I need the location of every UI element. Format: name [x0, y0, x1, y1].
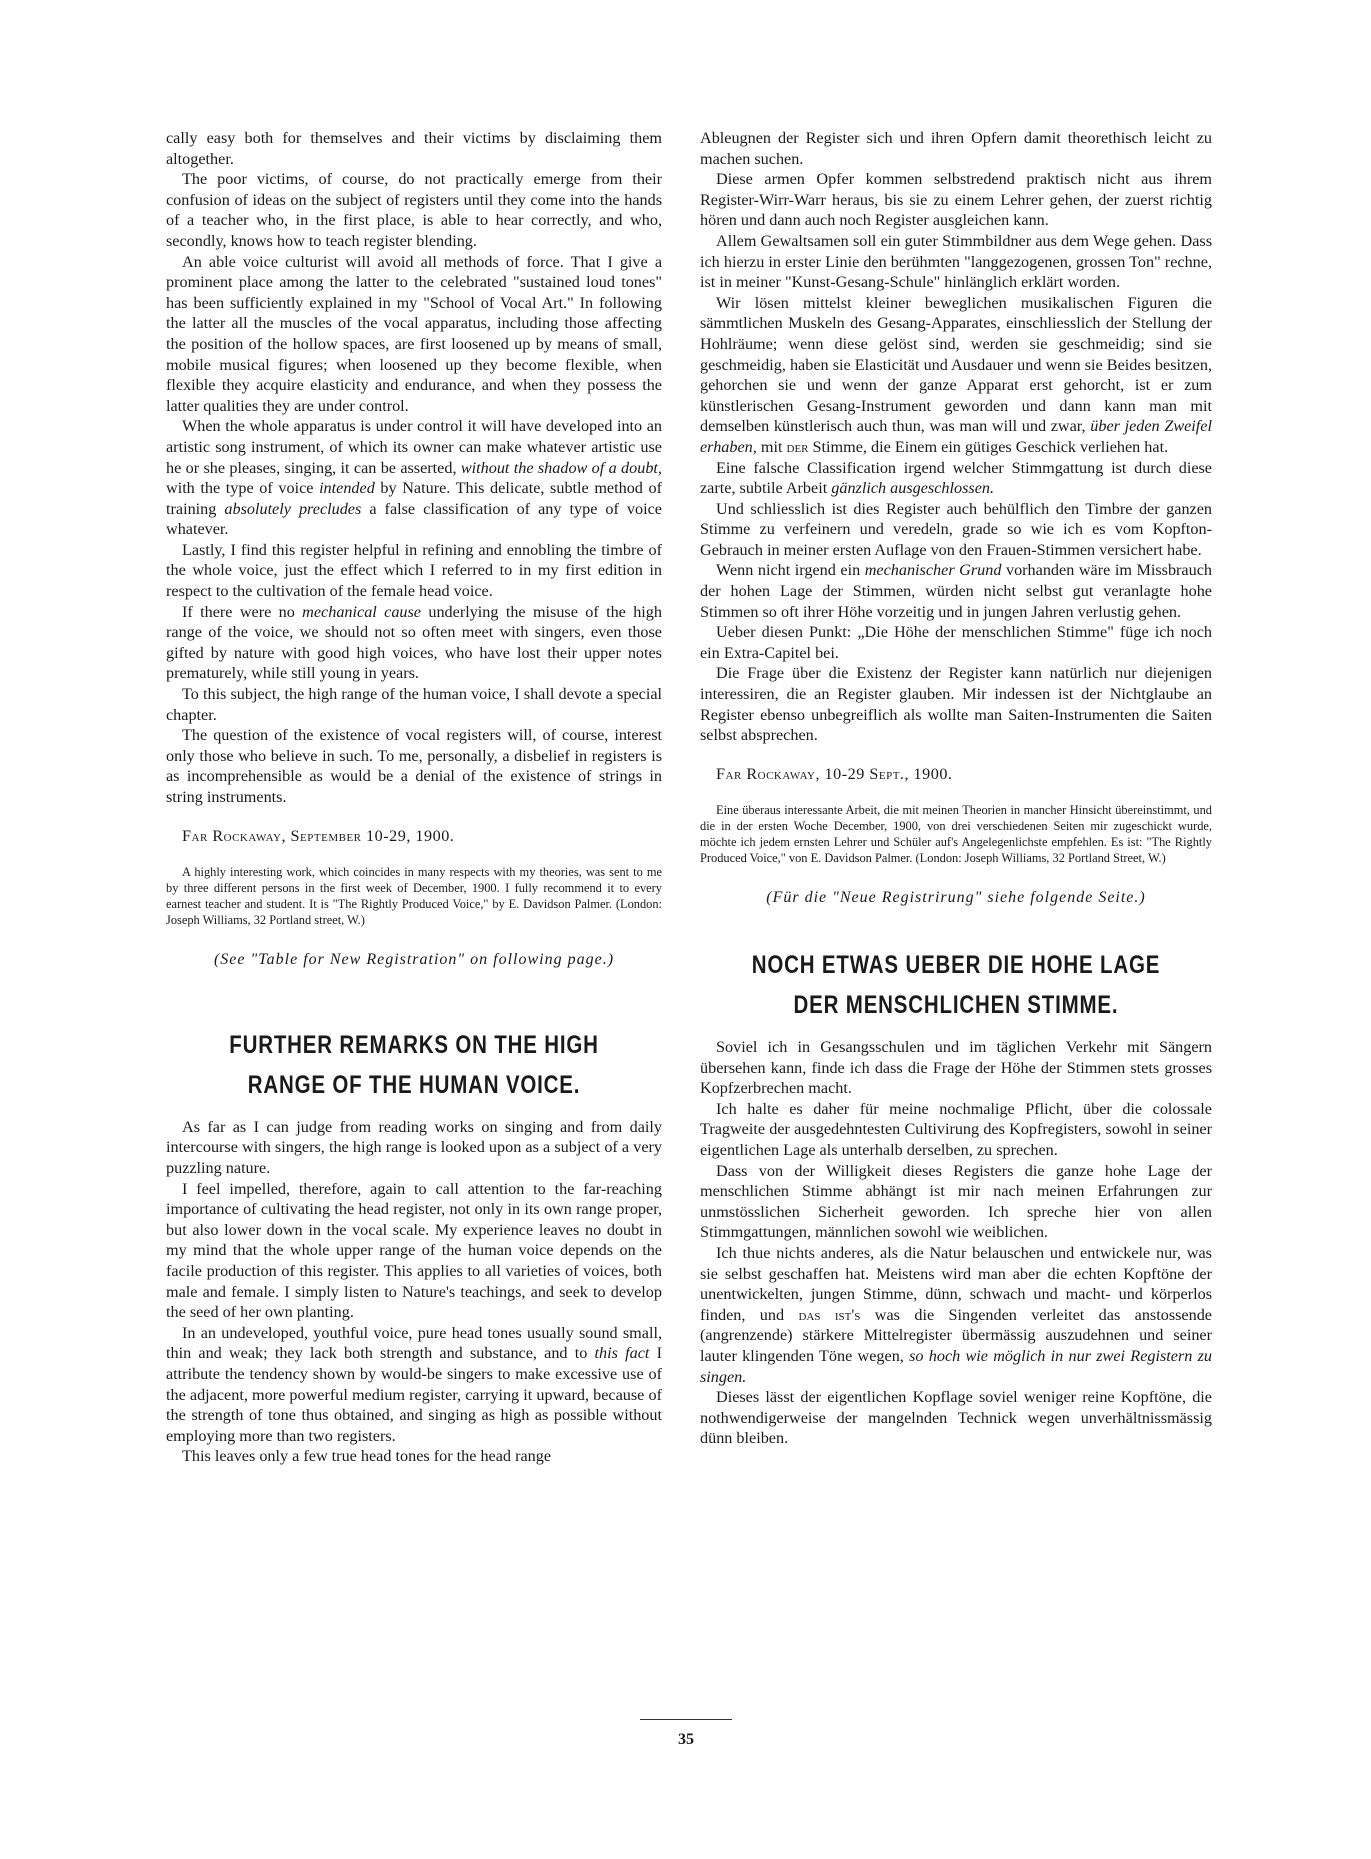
emphasis: absolutely precludes	[224, 499, 362, 518]
paragraph: The poor victims, of course, do not practically emerge from their confusion of ideas on the subject of registers until they come into the hands of a teacher who, in the first place, is able to hear correctly, and who, secondly, knows how to teach register blending.	[166, 170, 662, 250]
section-heading	[746, 945, 1166, 1025]
heading-line: NOCH ETWAS UEBER DIE HOHE LAGE	[751, 951, 1161, 979]
text-run: Ich thue nichts anderes, als die Natur belauschen und entwickele nur, was sie selbst geschaffen hat. Meistens wird man aber die echten Kopftöne der unentwickelten, jungen Stimme, dünn, schwach und macht- und körperlos finden, und	[700, 1243, 1212, 1324]
text-run: If there were no	[182, 602, 303, 621]
text-run: When the whole apparatus is under control it will have developed into an artistic song instrument, of which its owner can make whatever artistic use he or she pleases, singing, it can be asserted,	[166, 417, 662, 477]
text-run: mit	[756, 437, 787, 456]
paragraph: I feel impelled, therefore, again to call attention to the far-reaching importance of cultivating the head register, not only in its own range proper, but also lower down in the vocal scale. My experience leaves no doubt in my mind that the whole upper range of the human voice depends on the facile production of this register. This applies to all varieties of voices, both male and female. I simply listen to Nature's teachings, and seek to develop the seed of her own planting.	[166, 1179, 662, 1322]
footnote: A highly interesting work, which coincides in many respects with my theories, was sent to me by three different persons in the first week of December, 1900. I fully recommend it to every earnest teacher and student. It is "The Rightly Produced Voice," by E. Davidson Palmer. (London: Joseph Williams, 32 Portland street, W.)	[166, 865, 662, 928]
text-run: was die Singenden verleitet das anstossende (angrenzende) stärkere Mittelregister übermässig auszudehnen und seiner lauter klingenden Töne wegen,	[700, 1305, 1212, 1365]
paragraph: An able voice culturist will avoid all methods of force. That I give a prominent place among the latter to the celebrated "sustained loud tones" has been sufficiently explained in my "School of Vocal Art." In following the latter all the muscles of the vocal apparatus, including those affecting the position of the hollow spaces, are first loosened up by means of small, mobile musical figures; when loosened up they become flexible, when flexible they acquire elasticity and endurance, and when they possess the latter qualities they are under control.	[166, 252, 662, 415]
text-run: Wir lösen mittelst kleiner beweglichen musikalischen Figuren die sämmtlichen Muskeln des Gesang-Apparates, einschliesslich der Stellung der Hohlräume; wenn diese gelöst sind, werden sie geschmeidig; sind sie geschmeidig, haben sie Elasticität und Ausdauer und wenn sie Beides besitzen, gehorchen sie und wenn der ganze Apparat erst gehorcht, ist er zum künstlerischen Gesang-Instrument geworden und dann kann man mit demselben künstlerisch auch thun, was man will und zwar,	[700, 293, 1212, 436]
emphasis: gänzlich ausgeschlossen.	[831, 479, 995, 498]
see-note: (Für die "Neue Registrirung" siehe folgende Seite.)	[766, 889, 1146, 907]
emphasis: mechanical cause	[302, 602, 421, 621]
text-run: Stimme, die Einem ein gütiges Geschick verliehen hat.	[808, 437, 1169, 456]
emphasis: über jeden Zweifel erhaben,	[700, 417, 1212, 456]
paragraph: cally easy both for themselves and their victims by disclaiming them altogether.	[166, 129, 662, 168]
text-run: Eine falsche Classification irgend welcher Stimmgattung ist durch diese zarte, subtile Arbeit	[700, 458, 1212, 498]
paragraph: Dieses lässt der eigentlichen Kopflage soviel weniger reine Kopftöne, die nothwendigerweise der mangelnden Technick wegen unverhältnissmässig dünn bleiben.	[700, 1388, 1212, 1448]
text-run: underlying the misuse of the high range of the voice, we should not so often meet with singers, even those gifted by nature with good high voices, who have lost their upper notes prematurely, while still young in years.	[166, 602, 662, 683]
text-run: with the type of voice	[166, 479, 320, 498]
paragraph	[166, 602, 662, 684]
section-heading	[211, 1025, 618, 1105]
text-run: I attribute the tendency shown by would-be singers to make excessive use of the adjacent, more powerful medium register, carrying it upward, because of the strength of tone thus obtained, and singing as high as possible without employing more than two registers.	[166, 1344, 663, 1445]
paragraph	[700, 458, 1212, 499]
heading-line: RANGE OF THE HUMAN VOICE.	[247, 1070, 581, 1099]
paragraph: As far as I can judge from reading works on singing and from daily intercourse with singers, the high range is looked upon as a subject of a very puzzling nature.	[166, 1117, 662, 1177]
paragraph: Ueber diesen Punkt: „Die Höhe der menschlichen Stimme" füge ich noch ein Extra-Capitel bei.	[700, 623, 1212, 662]
paragraph	[700, 560, 1212, 622]
emphasis: so hoch wie möglich in nur zwei Registern zu singen.	[700, 1346, 1213, 1386]
page-number: 35	[678, 1731, 694, 1748]
text-run: a false classification of any type of voice whatever.	[166, 499, 662, 539]
text-run: Wenn nicht irgend ein	[716, 561, 865, 580]
paragraph: Dass von der Willigkeit dieses Registers die ganze hohe Lage der menschlichen Stimme abhängt ist mir nach meinen Erfahrungen zur unmstösslichen Sicherheit geworden. Ich spreche hier von allen Stimmgattungen, männlichen sowohl wie weiblichen.	[700, 1161, 1212, 1242]
right-column	[700, 128, 1212, 1449]
paragraph	[700, 1243, 1212, 1387]
paragraph: Ich halte es daher für meine nochmalige Pflicht, über die colossale Tragweite der ausgedehntesten Cultivirung des Kopfregisters, sowohl in seiner eigentlichen Lage als unterhalb derselben, zu sprechen.	[700, 1099, 1212, 1159]
left-column	[166, 128, 662, 1467]
emphasis: without the shadow of a doubt,	[460, 458, 662, 477]
paragraph: Ableugnen der Register sich und ihren Opfern damit theorethisch leicht zu machen suchen.	[700, 129, 1212, 168]
emphasis: mechanischer Grund	[864, 561, 1002, 580]
dateline: Far Rockaway, 10-29 Sept., 1900.	[716, 764, 953, 783]
paragraph	[166, 416, 662, 540]
small-caps: das ist's	[798, 1305, 861, 1324]
see-note: (See "Table for New Registration" on following page.)	[213, 951, 615, 969]
paragraph: The question of the existence of vocal registers will, of course, interest only those who believe in such. To me, personally, a disbelief in registers is as incomprehensible as would be a denial of the existence of strings in string instruments.	[166, 726, 662, 806]
text-run: In an undeveloped, youthful voice, pure head tones usually sound small, thin and weak; they lack both strength and substance, and to	[166, 1323, 662, 1363]
heading-line: DER MENSCHLICHEN STIMME.	[793, 991, 1119, 1019]
paragraph: Die Frage über die Existenz der Register kann natürlich nur diejenigen interessiren, die an Register glauben. Mir indessen ist der Nichtglaube an Register ebenso unbegreiflich als wollte man Saiten-Instrumenten die Saiten selbst absprechen.	[700, 664, 1212, 745]
paragraph: Lastly, I find this register helpful in refining and ennobling the timbre of the whole voice, just the effect which I referred to in my first edition in respect to the cultivation of the female head voice.	[166, 540, 662, 601]
paragraph: To this subject, the high range of the human voice, I shall devote a special chapter.	[166, 685, 662, 724]
heading-line: FURTHER REMARKS ON THE HIGH	[229, 1030, 599, 1059]
text-run: vorhanden wäre im Missbrauch der hohen Lage der Stimmen, würden nicht selbst gut veranlagte hohe Stimmen so oft ihrer Höhe vorzeitig und in jungen Jahren verlustig gehen.	[700, 561, 1212, 621]
paragraph: Soviel ich in Gesangsschulen und im täglichen Verkehr mit Sängern übersehen kann, finde ich dass die Frage der Höhe der Stimmen stets grosses Kopfzerbrechen macht.	[700, 1038, 1212, 1098]
footer-divider	[640, 1719, 732, 1720]
emphasis: intended	[319, 479, 375, 498]
footnote: Eine überaus interessante Arbeit, die mit meinen Theorien in mancher Hinsicht übereinstimmt, und die in der ersten Woche December, 1900, von drei verschiedenen Seiten mir zugeschickt wurde, möchte ich jedem ernsten Lehrer und Schüler auf's Angelegenlichste empfehlen. Es ist: "The Rightly Produced Voice," von E. Davidson Palmer. (London: Joseph Williams, 32 Portland Street, W.)	[700, 803, 1212, 866]
paragraph: Und schliesslich ist dies Register auch behülflich den Timbre der ganzen Stimme zu verfeinern und veredeln, grade so wie ich es vom Kopfton-Gebrauch in meiner ersten Auflage von den Frauen-Stimmen versichert habe.	[700, 499, 1212, 559]
paragraph	[166, 1323, 662, 1447]
small-caps: der	[786, 437, 809, 456]
text-run: by Nature. This delicate, subtle method of training	[166, 479, 662, 518]
paragraph: This leaves only a few true head tones for the head range	[182, 1447, 552, 1466]
dateline: Far Rockaway, September 10-29, 1900.	[182, 826, 455, 845]
emphasis: this fact	[594, 1344, 650, 1363]
paragraph: Diese armen Opfer kommen selbstredend praktisch nicht aus ihrem Register-Wirr-Warr heraus, bis sie zu einem Lehrer gehen, der zuerst richtig hören und dann auch noch Register ausgleichen kann.	[700, 170, 1212, 230]
paragraph: Allem Gewaltsamen soll ein guter Stimmbildner aus dem Wege gehen. Dass ich hierzu in erster Linie den berühmten "langgezogenen, grossen Ton" rechne, ist in meiner "Kunst-Gesang-Schule" hinlänglich erklärt worden.	[700, 231, 1212, 292]
paragraph	[700, 293, 1212, 458]
